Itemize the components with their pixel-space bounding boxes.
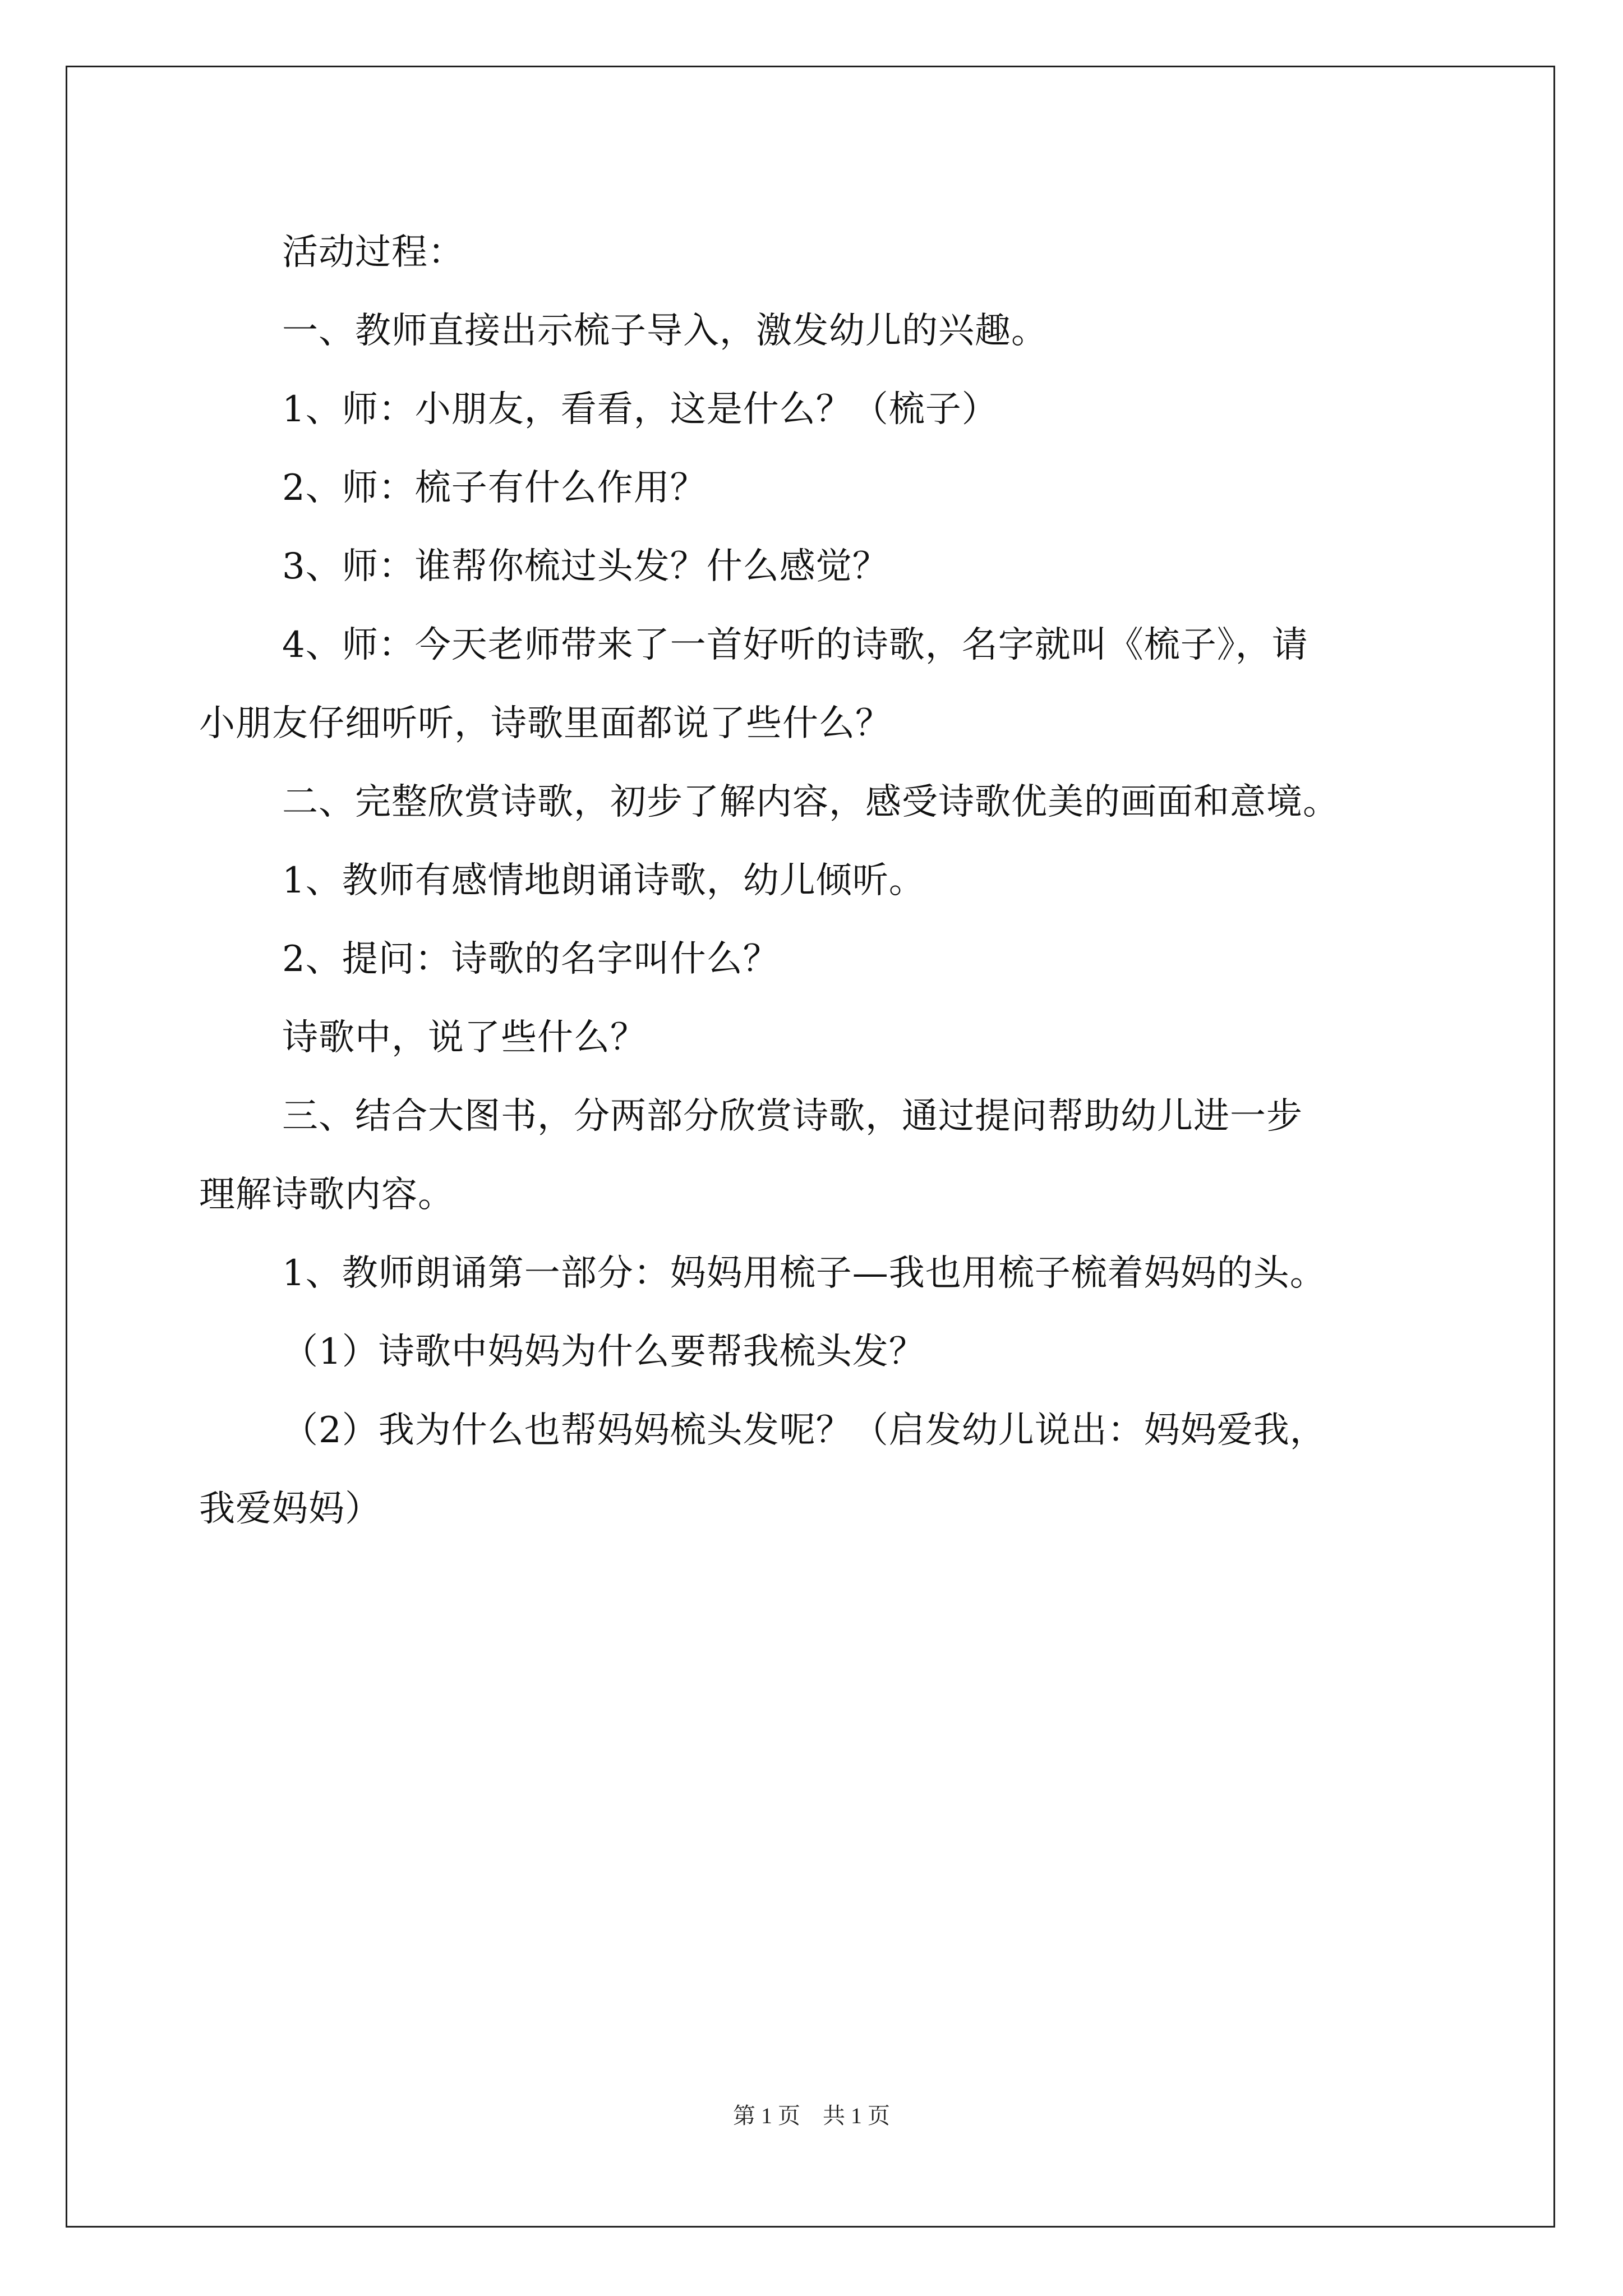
paragraph-subitem: （2）我为什么也帮妈妈梳头发呢？（启发幼儿说出：妈妈爱我， bbox=[282, 1410, 1326, 1451]
paragraph-subitem: （1）诗歌中妈妈为什么要帮我梳头发？ bbox=[282, 1331, 925, 1373]
paragraph-item: 2、师：梳子有什么作用？ bbox=[282, 467, 707, 509]
paragraph-continuation: 我爱妈妈） bbox=[199, 1488, 381, 1530]
paragraph-continuation: 小朋友仔细听听，诗歌里面都说了些什么？ bbox=[199, 703, 892, 744]
paragraph-item: 1、师：小朋友，看看，这是什么？（梳子） bbox=[282, 389, 998, 430]
paragraph-item: 1、教师有感情地朗诵诗歌，幼儿倾听。 bbox=[282, 860, 925, 901]
paragraph-step-two-heading: 二、完整欣赏诗歌，初步了解内容，感受诗歌优美的画面和意境。 bbox=[282, 781, 1339, 823]
paragraph-step-three-heading: 三、结合大图书，分两部分欣赏诗歌，通过提问帮助幼儿进一步 bbox=[282, 1096, 1303, 1137]
paragraph-item: 诗歌中，说了些什么？ bbox=[282, 1017, 647, 1059]
document-body bbox=[199, 213, 1455, 1548]
page-number-footer: 第 1 页 共 1 页 bbox=[733, 2103, 890, 2128]
paragraph-item: 1、教师朗诵第一部分：妈妈用梳子—我也用梳子梳着妈妈的头。 bbox=[282, 1253, 1326, 1294]
paragraph-item: 4、师：今天老师带来了一首好听的诗歌，名字就叫《梳子》，请 bbox=[282, 624, 1308, 666]
paragraph-section-heading: 活动过程： bbox=[282, 232, 464, 273]
paragraph-item: 3、师：谁帮你梳过头发？什么感觉？ bbox=[282, 546, 889, 587]
paragraph-step-one-heading: 一、教师直接出示梳子导入，激发幼儿的兴趣。 bbox=[282, 310, 1048, 352]
paragraph-item: 2、提问：诗歌的名字叫什么？ bbox=[282, 938, 780, 980]
paragraph-continuation: 理解诗歌内容。 bbox=[199, 1174, 454, 1216]
